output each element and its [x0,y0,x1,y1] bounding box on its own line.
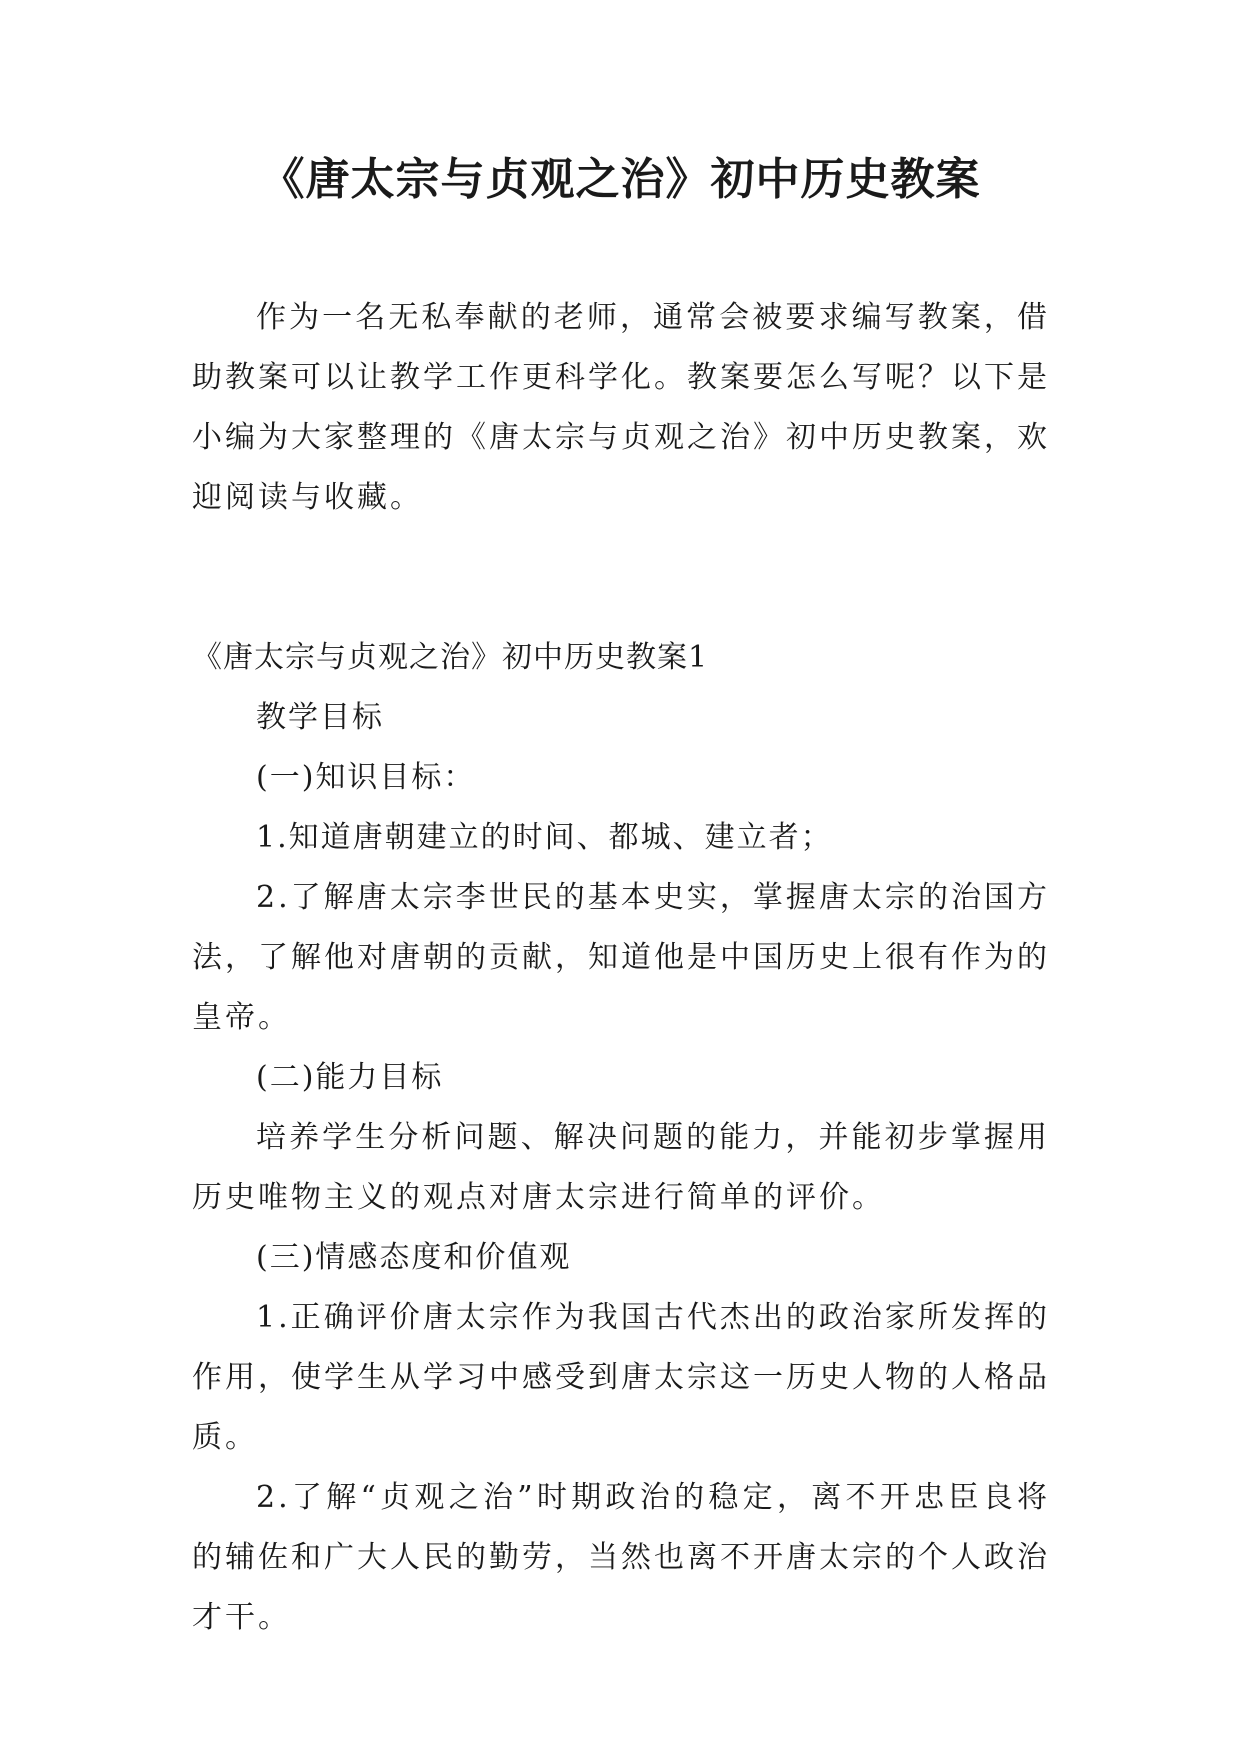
knowledge-item-2: 2.了解唐太宗李世民的基本史实，掌握唐太宗的治国方法，了解他对唐朝的贡献，知道他是中国历史上很有作为的皇帝。 [192,880,1050,1035]
ability-goals-text: 培养学生分析问题、解决问题的能力，并能初步掌握用历史唯物主义的观点对唐太宗进行简单的评价。 [192,1120,1050,1215]
document-title: 《唐太宗与贞观之治》初中历史教案 [260,154,981,205]
ability-goals-heading: (二)能力目标 [256,1060,444,1095]
knowledge-goals-heading: (一)知识目标： [256,760,476,795]
document-body [192,288,1050,1648]
paragraph-spacer [192,528,1050,628]
section-heading: 《唐太宗与贞观之治》初中历史教案1 [192,640,709,675]
emotion-goals-heading: (三)情感态度和价值观 [256,1240,572,1275]
emotion-item-1: 1.正确评价唐太宗作为我国古代杰出的政治家所发挥的作用，使学生从学习中感受到唐太宗这一历史人物的人格品质。 [192,1300,1050,1455]
teaching-goals-heading: 教学目标 [256,700,384,735]
knowledge-item-1: 1.知道唐朝建立的时间、都城、建立者； [256,820,833,855]
intro-paragraph: 作为一名无私奉献的老师，通常会被要求编写教案，借助教案可以让教学工作更科学化。教案要怎么写呢？以下是小编为大家整理的《唐太宗与贞观之治》初中历史教案，欢迎阅读与收藏。 [192,300,1050,515]
emotion-item-2: 2.了解“贞观之治”时期政治的稳定，离不开忠臣良将的辅佐和广大人民的勤劳，当然也离不开唐太宗的个人政治才干。 [192,1480,1050,1635]
